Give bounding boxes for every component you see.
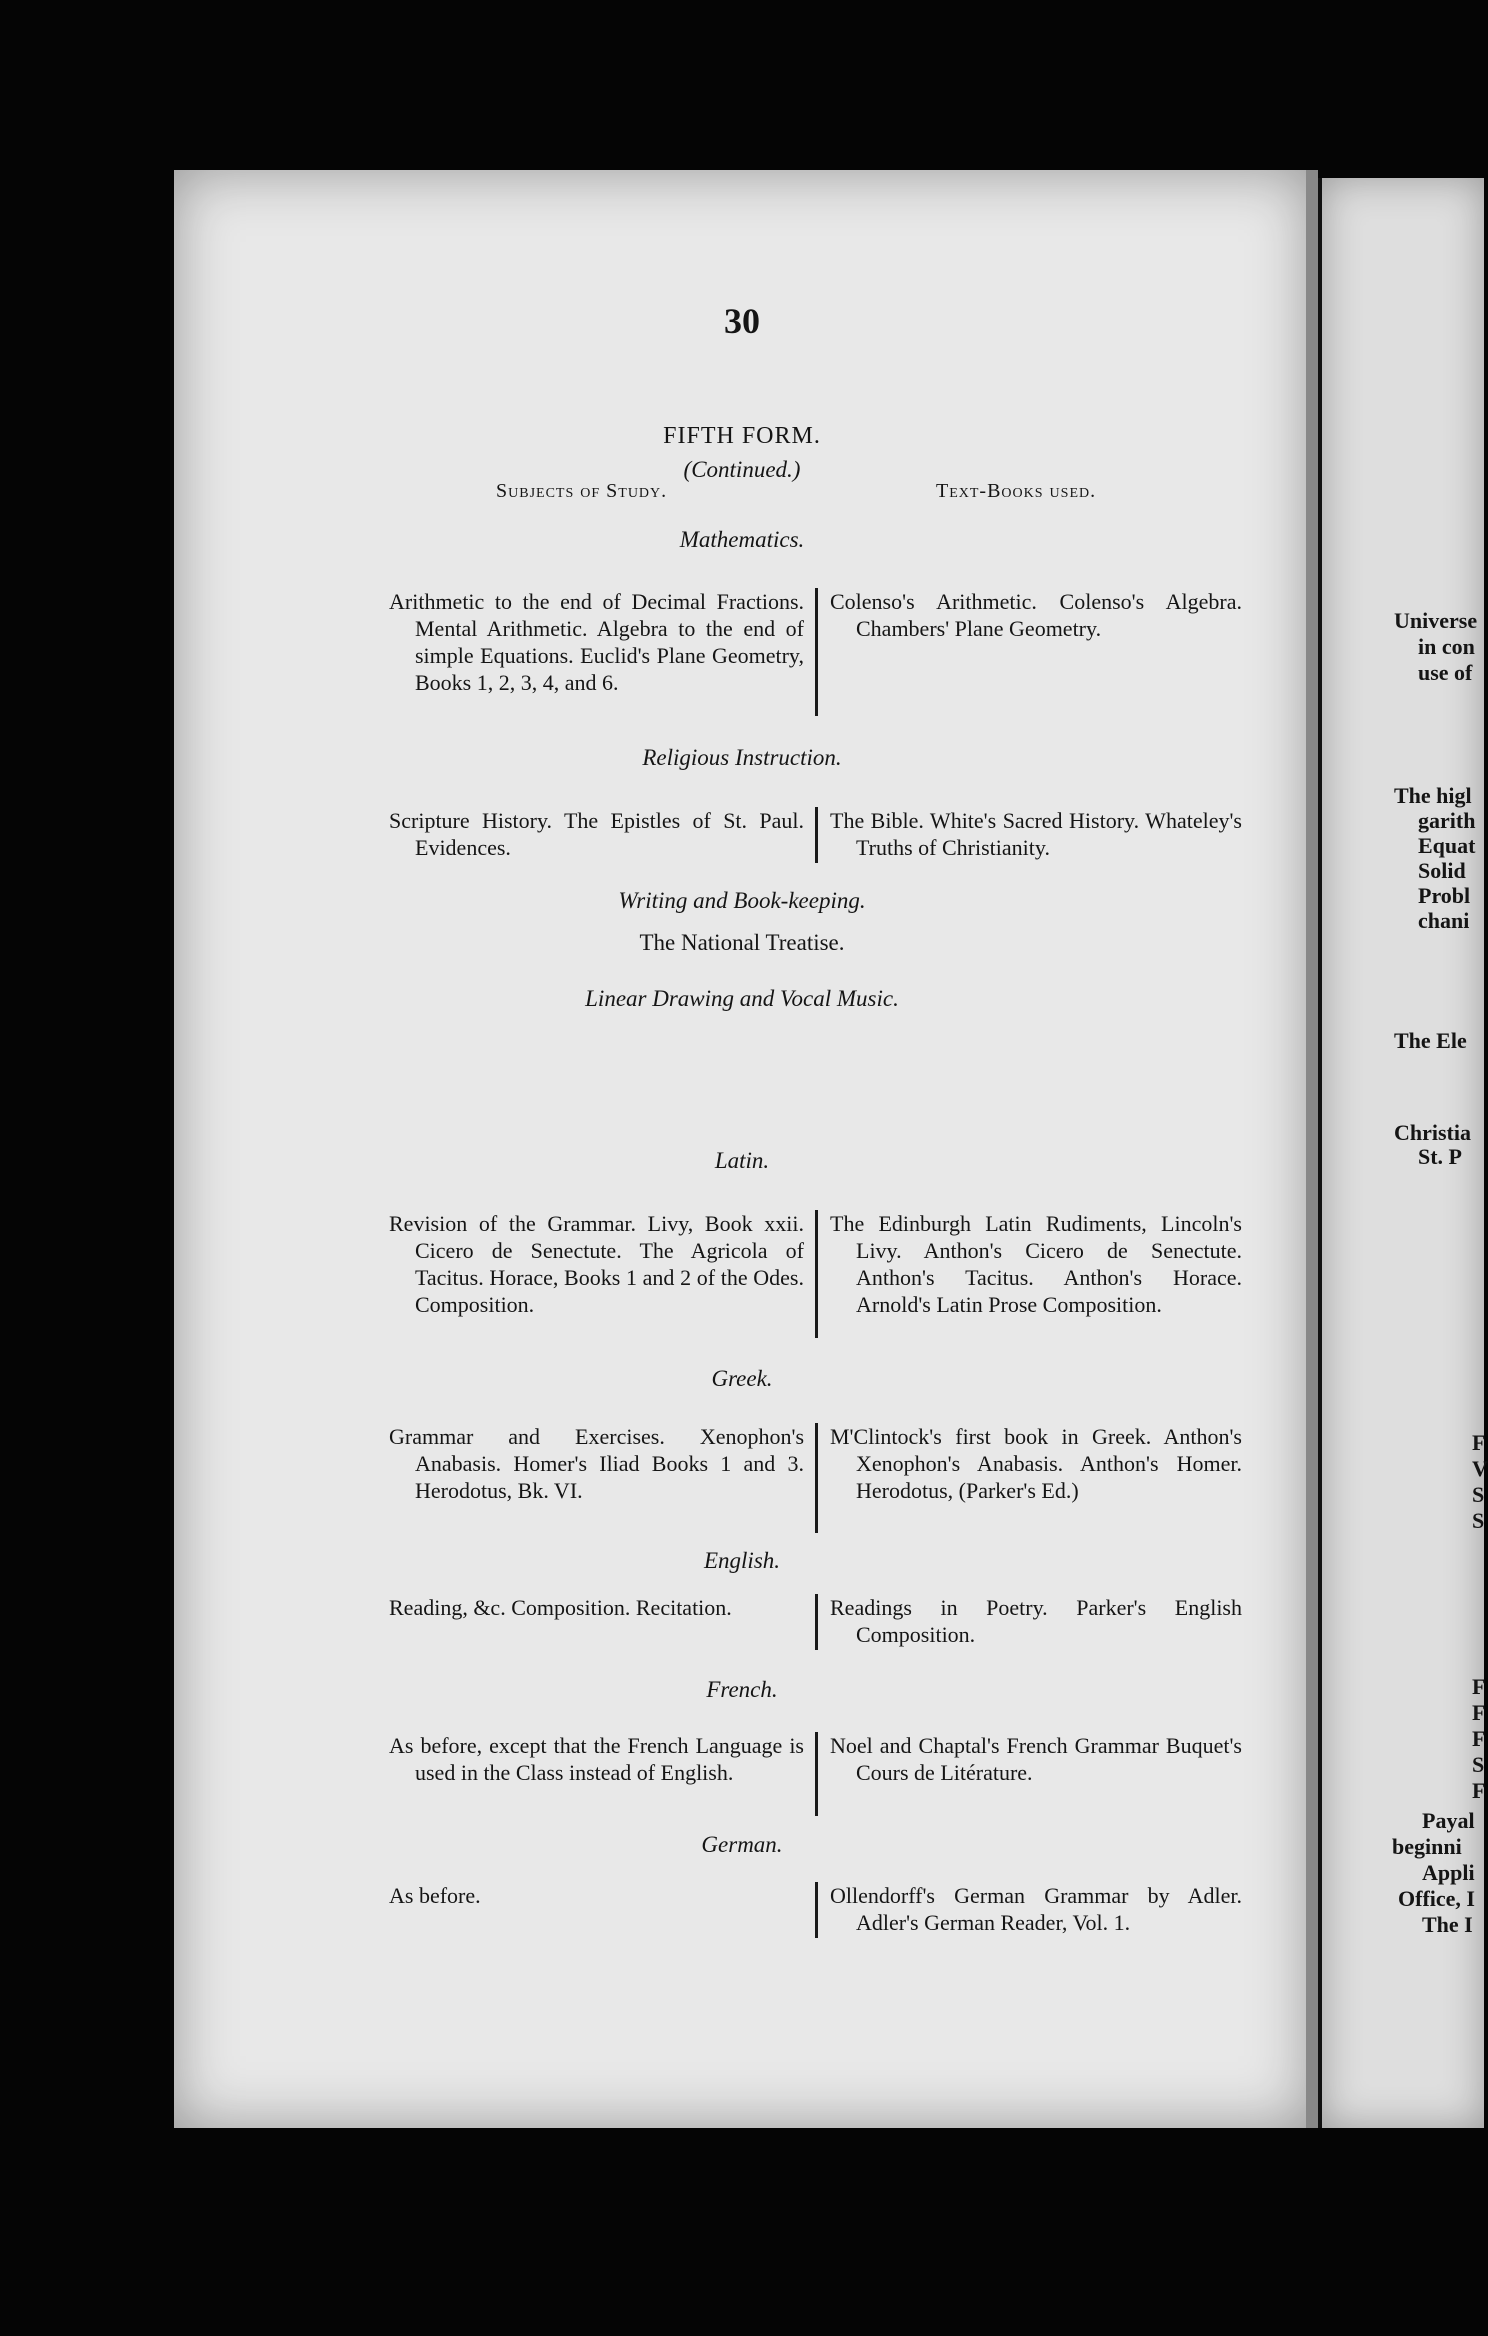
adjacent-page-edge bbox=[1318, 178, 1488, 2128]
greek-textbooks: M'Clintock's first book in Greek. Anthon's Xenophon's Anabasis. Anthon's Homer. Herodotus, (Parker's Ed.) bbox=[830, 1424, 1242, 1503]
adjacent-text: Appli bbox=[1422, 1860, 1475, 1885]
adjacent-text: Probl bbox=[1418, 883, 1471, 908]
mathematics-heading: Mathematics. bbox=[679, 527, 805, 552]
adjacent-text: St. P bbox=[1418, 1144, 1462, 1169]
adjacent-text: Christia bbox=[1394, 1120, 1471, 1145]
adjacent-text: The I bbox=[1422, 1912, 1473, 1937]
subjects-column-heading: Subjects of Study. bbox=[496, 480, 668, 502]
adjacent-text: F bbox=[1472, 1778, 1486, 1803]
latin-subjects: Revision of the Grammar. Livy, Book xxii. Cicero de Senectute. The Agricola of Tacitus. Horace, Books 1 and 2 of the Odes. Composition. bbox=[389, 1211, 804, 1317]
adjacent-text: F bbox=[1472, 1430, 1486, 1455]
adjacent-text: in con bbox=[1418, 634, 1475, 659]
adjacent-text: Payal bbox=[1422, 1808, 1475, 1833]
column-divider bbox=[815, 1732, 818, 1816]
textbooks-column-heading: Text-Books used. bbox=[936, 480, 1097, 502]
book-page bbox=[174, 170, 1310, 2128]
french-textbooks: Noel and Chaptal's French Grammar Buquet's Cours de Litérature. bbox=[830, 1733, 1242, 1785]
english-textbooks: Readings in Poetry. Parker's English Composition. bbox=[830, 1595, 1242, 1647]
adjacent-text: F bbox=[1472, 1674, 1486, 1699]
adjacent-text: chani bbox=[1418, 908, 1470, 933]
column-divider bbox=[815, 1594, 818, 1650]
adjacent-text: Office, I bbox=[1398, 1886, 1475, 1911]
german-heading: German. bbox=[701, 1832, 783, 1857]
adjacent-text: F bbox=[1472, 1726, 1486, 1751]
latin-textbooks: The Edinburgh Latin Rudiments, Lincoln's Livy. Anthon's Cicero de Senectute. Anthon's Tacitus. Anthon's Horace. Arnold's Latin Prose Composition. bbox=[830, 1211, 1242, 1317]
adjacent-text: The higl bbox=[1394, 783, 1472, 808]
german-textbooks: Ollendorff's German Grammar by Adler. Adler's German Reader, Vol. 1. bbox=[830, 1883, 1242, 1935]
mathematics-subjects: Arithmetic to the end of Decimal Fractions. Mental Arithmetic. Algebra to the end of simple Equations. Euclid's Plane Geometry, Books 1, 2, 3, 4, and 6. bbox=[389, 589, 804, 695]
continued-note: (Continued.) bbox=[683, 457, 801, 482]
adjacent-text: V bbox=[1472, 1456, 1488, 1481]
column-divider bbox=[815, 807, 818, 863]
adjacent-text: F bbox=[1472, 1700, 1486, 1725]
adjacent-text: Solid bbox=[1418, 858, 1466, 883]
greek-heading: Greek. bbox=[711, 1366, 773, 1391]
adjacent-text: Equat bbox=[1418, 833, 1476, 858]
english-heading: English. bbox=[703, 1548, 781, 1573]
column-divider bbox=[815, 1423, 818, 1533]
adjacent-text: The Ele bbox=[1394, 1028, 1467, 1053]
religious-subjects: Scripture History. The Epistles of St. Paul. Evidences. bbox=[389, 808, 804, 860]
english-subjects: Reading, &c. Composition. Recitation. bbox=[389, 1595, 732, 1620]
greek-subjects: Grammar and Exercises. Xenophon's Anabasis. Homer's Iliad Books 1 and 3. Herodotus, Bk. VI. bbox=[389, 1424, 804, 1503]
writing-text: The National Treatise. bbox=[639, 930, 845, 955]
latin-heading: Latin. bbox=[714, 1148, 770, 1173]
adjacent-text: beginni bbox=[1392, 1834, 1462, 1859]
drawing-music-heading: Linear Drawing and Vocal Music. bbox=[585, 986, 899, 1011]
german-subjects: As before. bbox=[389, 1883, 481, 1908]
adjacent-text: S bbox=[1472, 1482, 1485, 1507]
fifth-form-title: FIFTH FORM. bbox=[663, 423, 821, 449]
column-divider bbox=[815, 1882, 818, 1938]
adjacent-text: S bbox=[1472, 1508, 1485, 1533]
adjacent-text: S bbox=[1472, 1752, 1485, 1777]
adjacent-text: garith bbox=[1418, 808, 1476, 833]
page-number: 30 bbox=[724, 301, 760, 341]
religious-heading: Religious Instruction. bbox=[642, 745, 842, 770]
writing-heading: Writing and Book-keeping. bbox=[618, 888, 866, 913]
adjacent-text: use of bbox=[1418, 660, 1473, 685]
column-divider bbox=[815, 588, 818, 716]
french-heading: French. bbox=[706, 1677, 778, 1702]
religious-textbooks: The Bible. White's Sacred History. Whateley's Truths of Christianity. bbox=[830, 808, 1242, 860]
mathematics-textbooks: Colenso's Arithmetic. Colenso's Algebra. Chambers' Plane Geometry. bbox=[830, 589, 1242, 641]
adjacent-text: Universe bbox=[1394, 608, 1478, 633]
french-subjects: As before, except that the French Language is used in the Class instead of English. bbox=[389, 1733, 804, 1785]
book-gutter bbox=[1306, 170, 1318, 2128]
column-divider bbox=[815, 1210, 818, 1338]
